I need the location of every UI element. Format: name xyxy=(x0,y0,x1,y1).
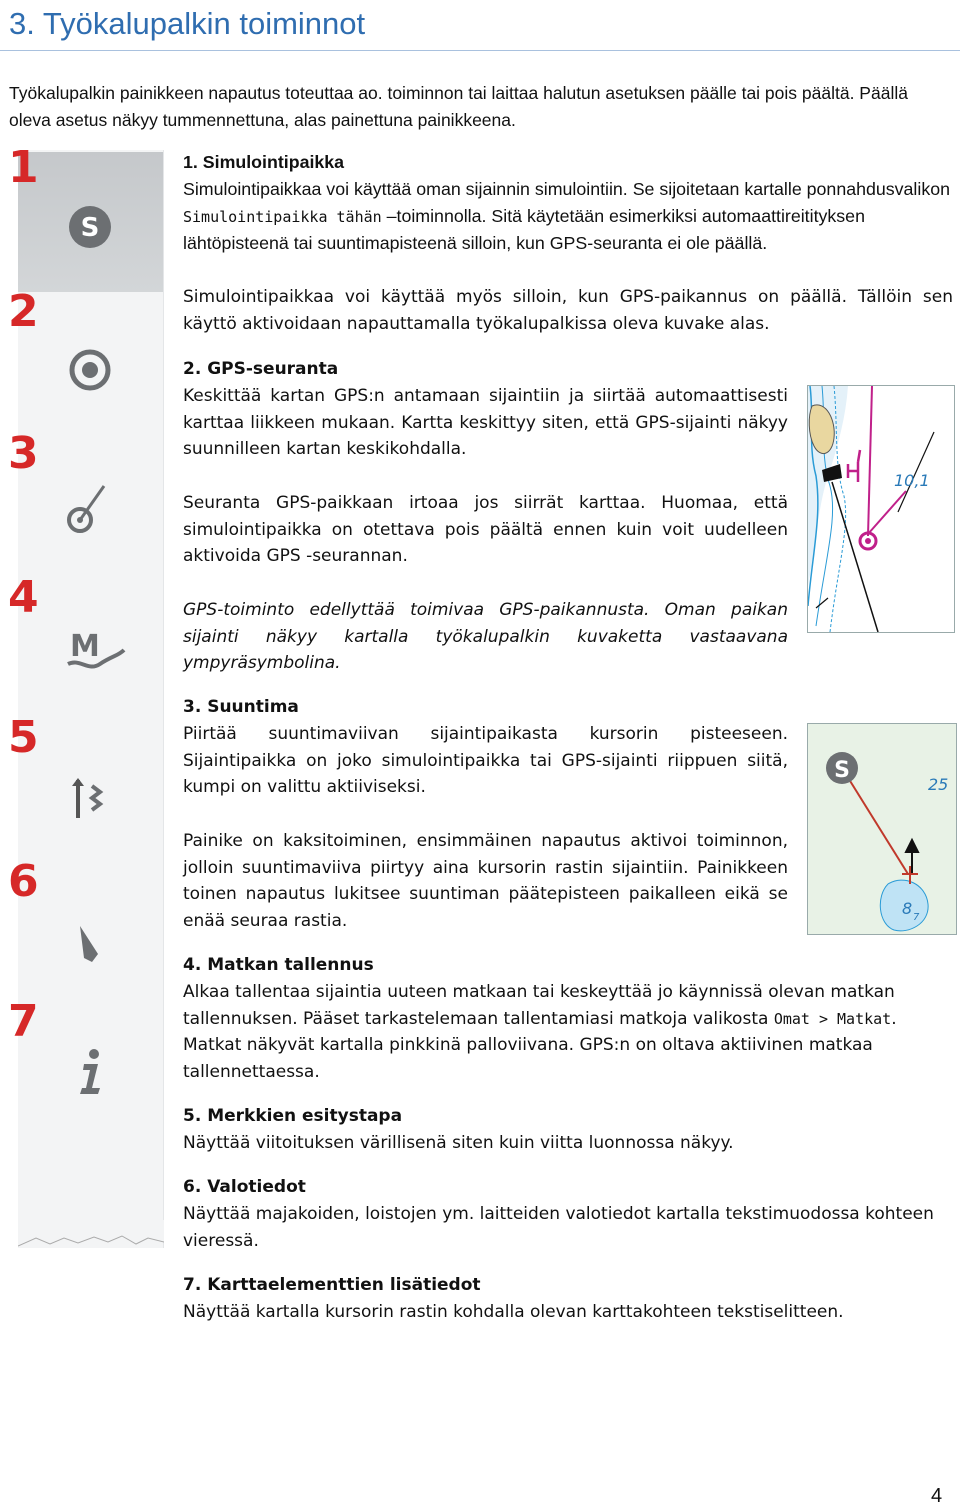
depth-label: 10,1 xyxy=(894,471,930,490)
section-3-paragraph-2: Painike on kaksitoiminen, ensimmäinen napautus aktivoi toiminnon, jolloin suuntimaviiva piirtyy aina kursorin rastin sijaintiin. Painikkeen toinen napautus lukitsee suuntiman päätepisteen paikalleen eikä se enää seuraa rastia. xyxy=(183,831,788,931)
section-2-title: 2. GPS-seuranta xyxy=(183,359,339,379)
title-divider xyxy=(0,50,960,51)
toolbar-torn-edge xyxy=(18,1220,164,1250)
section-4-text-a: Alkaa tallentaa sijaintia uuteen matkaan tai keskeyttää jo käynnissä olevan matkan tallennuksen. Pääset tarkastelemaan tallentamiasi matkoja valikosta xyxy=(183,982,895,1029)
toolbar-number-7: 7 xyxy=(8,996,39,1047)
section-1-paragraph-2: Simulointipaikkaa voi käyttää myös silloin, kun GPS-paikannus on päällä. Tällöin sen käyttö aktivoidaan napauttamalla työkalupalkissa oleva kuvake alas. xyxy=(183,287,953,334)
svg-text:M: M xyxy=(70,629,100,664)
light-info-icon[interactable] xyxy=(62,918,118,978)
toolbar-number-2: 2 xyxy=(8,286,39,337)
section-4-paragraph xyxy=(183,979,953,1085)
section-1-paragraph-1 xyxy=(183,176,953,257)
section-4-text-b: . Matkat näkyvät kartalla pinkkinä palloviivana. GPS:n on oltava aktiivinen matkaa tallennettaessa. xyxy=(183,1008,897,1082)
section-7-paragraph: Näyttää kartalla kursorin rastin kohdalla olevan karttakohteen tekstiselitteen. xyxy=(183,1302,844,1322)
toolbar-number-5: 5 xyxy=(8,712,39,763)
popup-menu-command: Simulointipaikka tähän xyxy=(183,207,382,226)
toolbar-number-6: 6 xyxy=(8,856,39,907)
section-1-title: 1. Simulointipaikka xyxy=(183,152,345,172)
depth-label-8-sub: 7 xyxy=(913,912,920,923)
section-2-paragraph-2: Seuranta GPS-paikkaan irtoaa jos siirrät karttaa. Huomaa, että simulointipaikka on otettava pois päältä ennen kuin voit uudelleen aktivoida GPS -seurannan. xyxy=(183,493,788,566)
section-3-title: 3. Suuntima xyxy=(183,697,299,717)
section-1-text-a: Simulointipaikkaa voi käyttää oman sijainnin simulointiin. Se sijoitetaan kartalle ponnahdusvalikon xyxy=(183,179,950,199)
info-icon[interactable] xyxy=(62,1046,118,1100)
section-6-paragraph: Näyttää majakoiden, loistojen ym. laitteiden valotiedot kartalla tekstimuodossa kohteen vieressä. xyxy=(183,1204,934,1251)
depth-label-8: 8 xyxy=(902,899,913,918)
section-7-title: 7. Karttaelementtien lisätiedot xyxy=(183,1275,481,1295)
toolbar-number-4: 4 xyxy=(8,572,39,623)
bearing-map xyxy=(807,723,957,935)
gps-tracking-icon[interactable] xyxy=(62,345,118,399)
toolbar-number-1: 1 xyxy=(8,142,39,193)
section-5-title: 5. Merkkien esitystapa xyxy=(183,1106,403,1126)
section-2-note: GPS-toiminto edellyttää toimivaa GPS-paikannusta. Oman paikan sijainti näkyy kartalla työkalupalkin kuvaketta vastaavana ympyräsymbolina. xyxy=(183,600,788,673)
intro-paragraph: Työkalupalkin painikkeen napautus toteuttaa ao. toiminnon tai laittaa halutun asetuksen päälle tai pois päältä. Päällä oleva asetus näkyy tummennettuna, alas painettuna painikkeena. xyxy=(9,83,908,130)
section-3-paragraph-1: Piirtää suuntimaviivan sijaintipaikasta kursorin pisteeseen. Sijaintipaikka on joko simulointipaikka tai GPS-sijainti riippuen siitä, kumpi on valittu aktiiviseksi. xyxy=(183,724,788,797)
toolbar-number-3: 3 xyxy=(8,428,39,479)
svg-text:S: S xyxy=(80,213,100,243)
depth-label-25: 25 xyxy=(928,775,949,794)
marker-style-icon[interactable] xyxy=(62,774,118,828)
page-title: 3. Työkalupalkin toiminnot xyxy=(9,6,366,41)
section-5-paragraph: Näyttää viitoituksen värillisenä siten kuin viitta luonnossa näkyy. xyxy=(183,1133,734,1153)
section-2-paragraph-1: Keskittää kartan GPS:n antamaan sijaintiin ja siirtää automaattisesti karttaa liikkeen mukaan. Kartta keskittyy siten, että GPS-sijainti näkyy suunnilleen kartan keskikohdalla. xyxy=(183,386,788,459)
track-recording-icon[interactable] xyxy=(62,622,132,682)
section-1-text-b: –toiminnolla. Sitä käytetään esimerkiksi automaattireitityksen lähtöpisteenä tai suuntimapisteenä silloin, kun GPS-seuranta ei ole päällä. xyxy=(183,205,865,253)
section-6-title: 6. Valotiedot xyxy=(183,1177,306,1197)
section-4-title: 4. Matkan tallennus xyxy=(183,955,374,975)
bearing-line-icon[interactable] xyxy=(62,480,118,544)
page-number: 4 xyxy=(931,1485,943,1507)
gps-tracking-map xyxy=(807,385,955,633)
simulation-position-icon[interactable] xyxy=(62,202,118,256)
menu-path: Omat > Matkat xyxy=(773,1009,892,1028)
svg-text:S: S xyxy=(834,758,850,783)
